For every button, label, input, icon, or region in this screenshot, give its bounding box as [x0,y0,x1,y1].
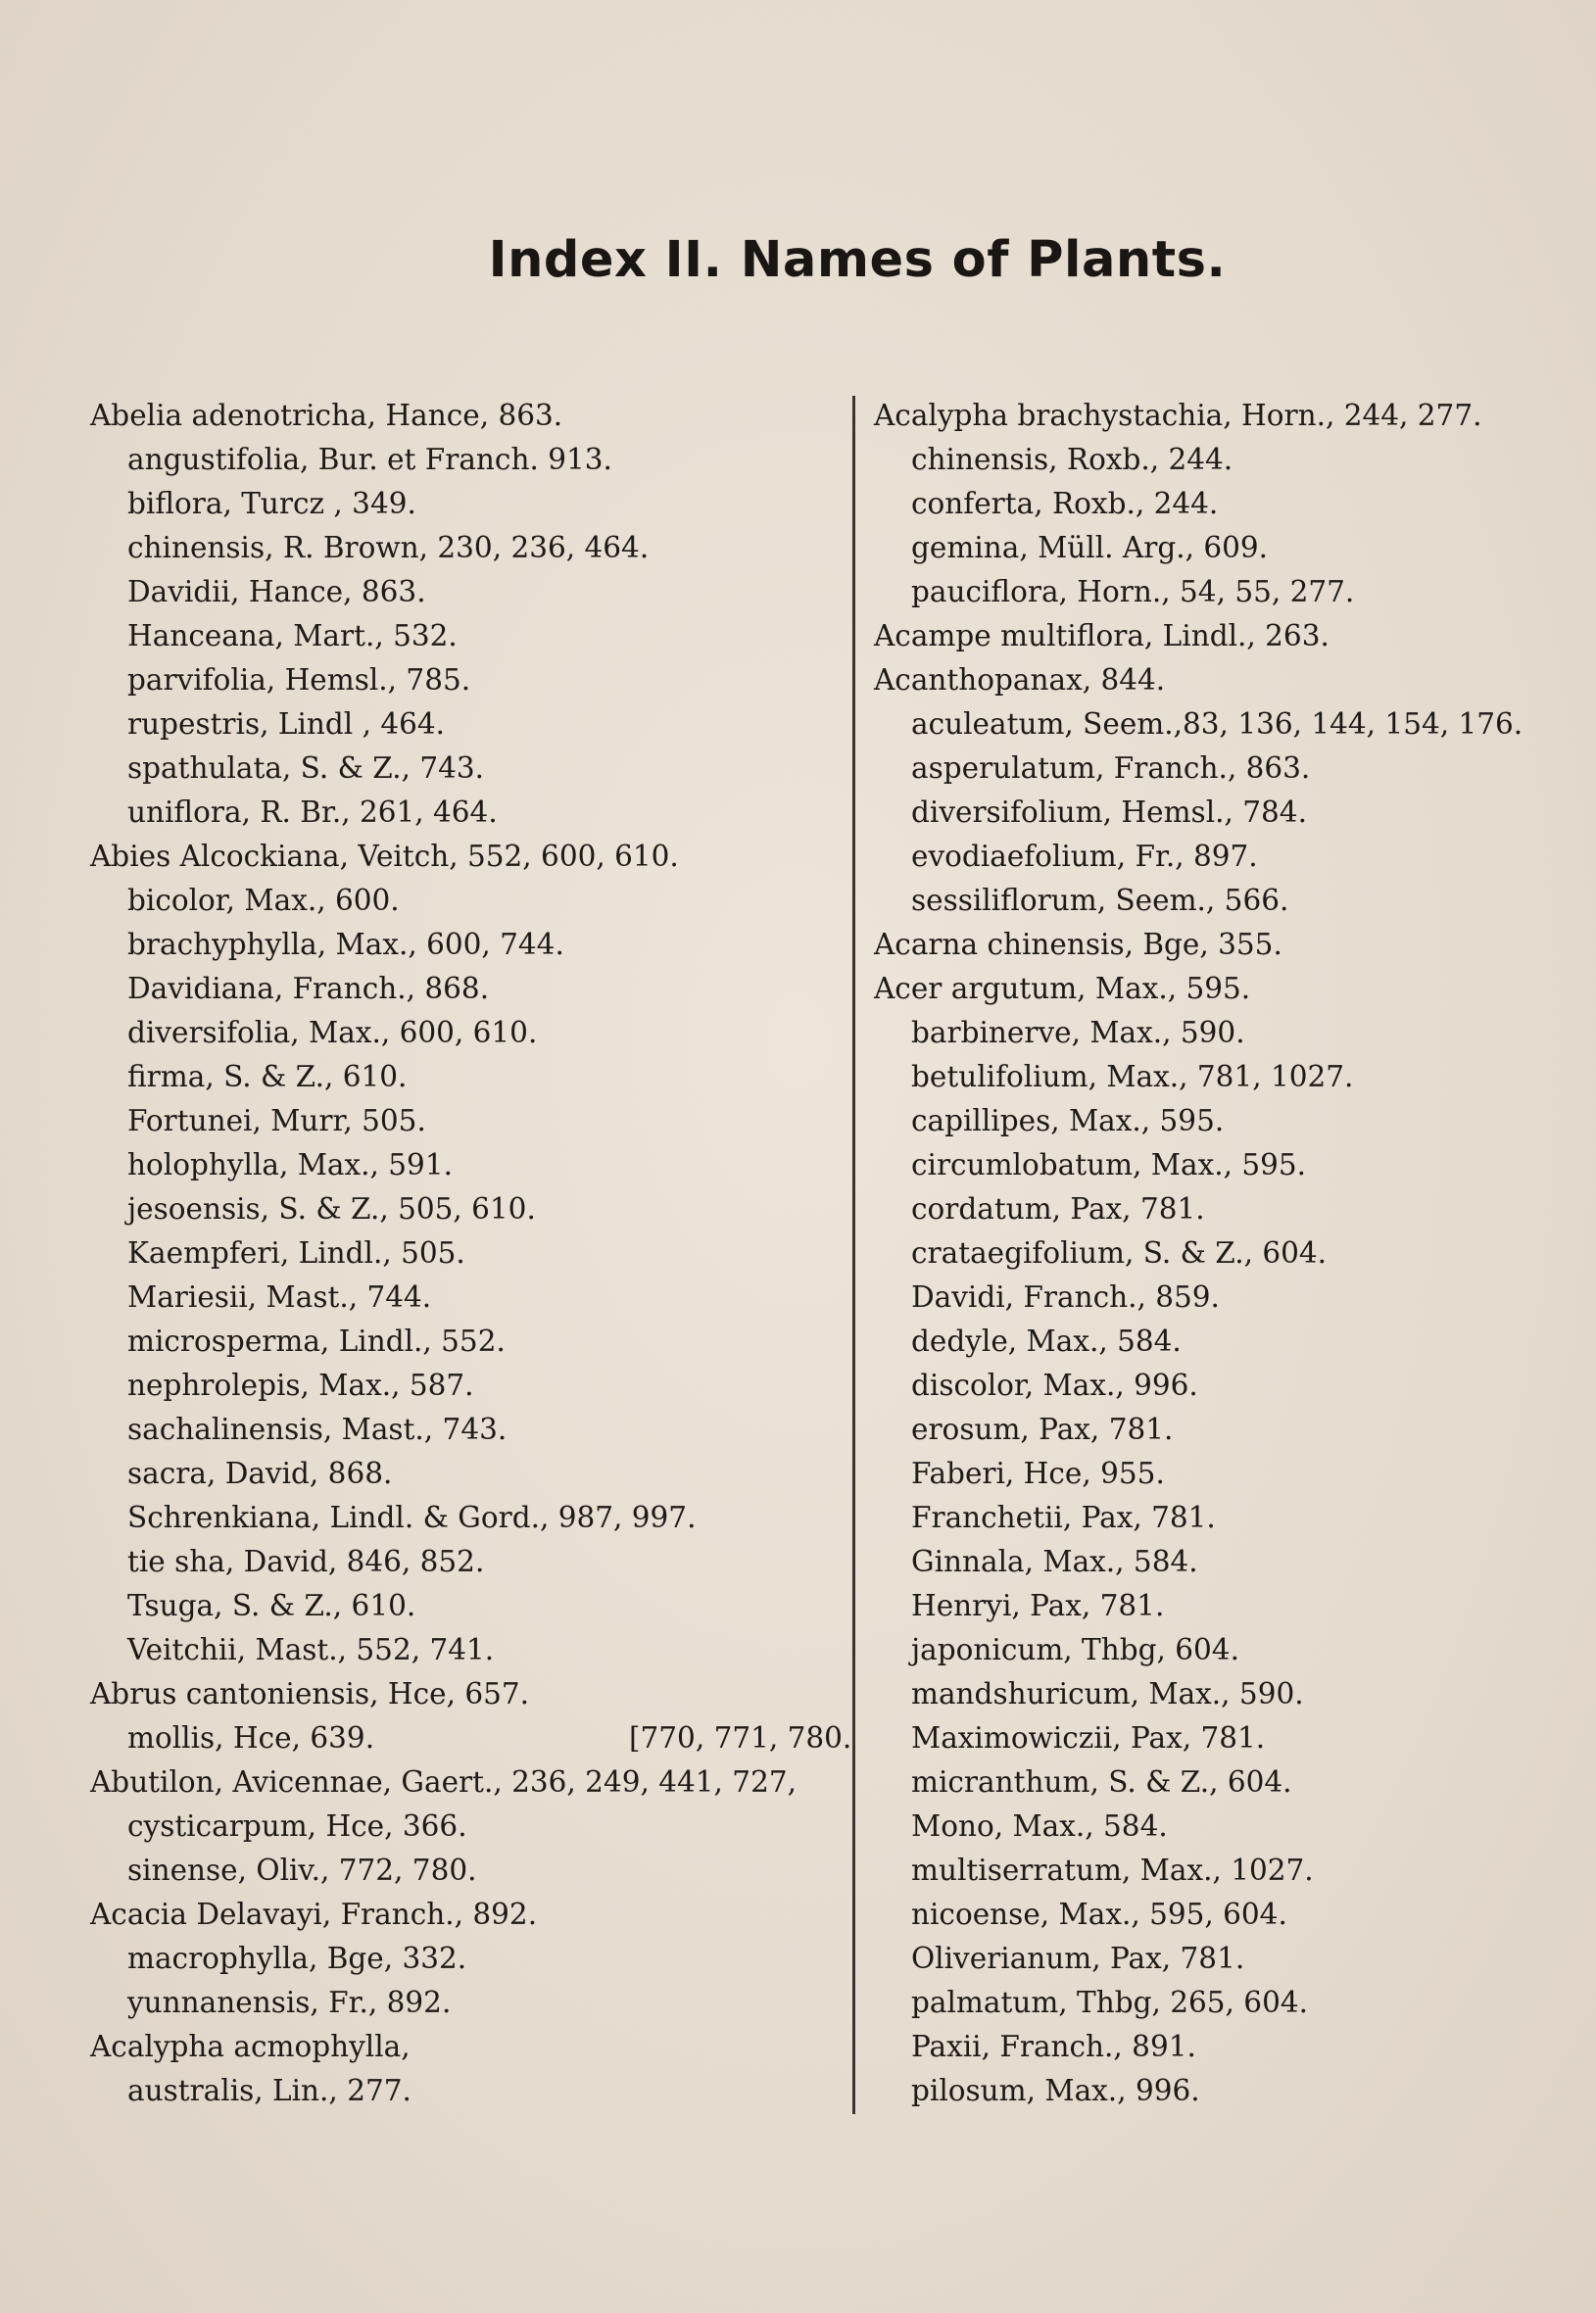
index-subentry [874,1099,1560,1143]
entry-text: Davidiana, Franch., 868. [127,972,490,1005]
entry-text: erosum, Pax, 781. [911,1413,1174,1446]
index-subentry [90,1011,854,1055]
entry-text: betulifolium, Max., 781, 1027. [911,1060,1354,1093]
entry-text: dedyle, Max., 584. [911,1325,1182,1358]
entry-text: chinensis, Roxb., 244. [911,443,1233,476]
index-entry [874,394,1560,438]
index-subentry [874,1143,1560,1187]
entry-text: Davidi, Franch., 859. [911,1280,1220,1314]
entry-text: Acarna chinensis, Bge, 355. [874,928,1282,961]
index-column-left [90,394,854,2113]
page-title: Index II. Names of Plants. [488,231,1227,289]
index-subentry [874,1628,1560,1672]
entry-text: Acacia Delavayi, Franch., 892. [90,1898,538,1931]
index-subentry [874,1540,1560,1584]
entry-text: Acampe multiflora, Lindl., 263. [874,619,1330,652]
entry-text: Hanceana, Mart., 532. [127,619,458,652]
index-subentry [90,967,854,1011]
entry-text: mollis, Hce, 639. [127,1721,375,1755]
index-subentry [874,835,1560,879]
entry-text: Mariesii, Mast., 744. [127,1280,432,1314]
index-subentry [874,1364,1560,1408]
index-subentry [874,482,1560,526]
index-subentry [874,1672,1560,1716]
entry-text: Fortunei, Murr, 505. [127,1104,426,1137]
entry-text: firma, S. & Z., 610. [127,1060,408,1093]
index-subentry [90,2069,854,2113]
index-subentry [874,1452,1560,1496]
entry-text: gemina, Müll. Arg., 609. [911,531,1269,564]
index-subentry [874,1408,1560,1452]
index-subentry [874,438,1560,482]
index-subentry [874,1584,1560,1628]
entry-text: Paxii, Franch., 891. [911,2030,1196,2063]
index-subentry [90,1320,854,1364]
entry-text: Acalypha brachystachia, Horn., 244, 277. [874,399,1482,432]
entry-text: diversifolia, Max., 600, 610. [127,1016,538,1049]
index-subentry [874,1055,1560,1099]
entry-text: Abies Alcockiana, Veitch, 552, 600, 610. [90,840,679,873]
index-subentry [874,1893,1560,1937]
index-subentry [90,1937,854,1981]
entry-text: Abelia adenotricha, Hance, 863. [90,399,563,432]
index-subentry [90,1849,854,1893]
index-subentry [874,1805,1560,1849]
index-subentry [874,1937,1560,1981]
entry-text: circumlobatum, Max., 595. [911,1148,1307,1181]
index-subentry [90,1981,854,2025]
index-subentry [874,1187,1560,1231]
entry-text: Acalypha acmophylla, [90,2030,411,2063]
index-subentry [90,482,854,526]
entry-text: Kaempferi, Lindl., 505. [127,1236,465,1270]
index-subentry [90,614,854,658]
index-subentry [90,1187,854,1231]
entry-text: holophylla, Max., 591. [127,1148,453,1181]
entry-text: discolor, Max., 996. [911,1369,1198,1402]
index-subentry [874,702,1560,747]
index-subentry [874,1276,1560,1320]
index-subentry [90,1364,854,1408]
index-subentry [90,1716,854,1760]
index-subentry [874,1981,1560,2025]
index-subentry [874,1849,1560,1893]
index-subentry [90,1496,854,1540]
index-subentry [90,1584,854,1628]
index-subentry [874,1320,1560,1364]
index-subentry [90,879,854,923]
entry-text: Maximowiczii, Pax, 781. [911,1721,1266,1755]
index-subentry [90,1452,854,1496]
entry-text: jesoensis, S. & Z., 505, 610. [127,1192,536,1226]
entry-text: mandshuricum, Max., 590. [911,1677,1304,1711]
entry-text: macrophylla, Bge, 332. [127,1942,467,1975]
entry-text: Mono, Max., 584. [911,1809,1168,1843]
entry-text: cysticarpum, Hce, 366. [127,1809,467,1843]
index-entry [874,967,1560,1011]
entry-text: Schrenkiana, Lindl. & Gord., 987, 997. [127,1501,697,1534]
index-subentry [874,1011,1560,1055]
entry-text: diversifolium, Hemsl., 784. [911,795,1307,829]
entry-text: uniflora, R. Br., 261, 464. [127,795,498,829]
entry-text: pilosum, Max., 996. [911,2074,1200,2107]
index-subentry [90,1231,854,1276]
index-subentry [874,2069,1560,2113]
entry-text: Henryi, Pax, 781. [911,1589,1165,1622]
entry-text: yunnanensis, Fr., 892. [127,1986,452,2019]
index-entry [90,1672,854,1716]
entry-text: australis, Lin., 277. [127,2074,411,2107]
entry-text: evodiaefolium, Fr., 897. [911,840,1258,873]
entry-text: Tsuga, S. & Z., 610. [127,1589,416,1622]
entry-text: biflora, Turcz , 349. [127,487,416,520]
entry-text: nicoense, Max., 595, 604. [911,1898,1287,1931]
index-subentry [90,1805,854,1849]
index-entry [874,923,1560,967]
entry-text: palmatum, Thbg, 265, 604. [911,1986,1308,2019]
entry-text: Faberi, Hce, 955. [911,1457,1165,1490]
entry-text: multiserratum, Max., 1027. [911,1854,1314,1887]
index-subentry [874,747,1560,791]
index-subentry [90,1408,854,1452]
entry-text: crataegifolium, S. & Z., 604. [911,1236,1328,1270]
entry-text: Franchetii, Pax, 781. [911,1501,1216,1534]
index-entry [90,394,854,438]
entry-text: barbinerve, Max., 590. [911,1016,1245,1049]
entry-text: nephrolepis, Max., 587. [127,1369,474,1402]
entry-text: Abutilon, Avicennae, Gaert., 236, 249, 441, 727, [90,1765,797,1799]
index-entry [90,835,854,879]
entry-text: Acanthopanax, 844. [874,663,1166,697]
entry-text: japonicum, Thbg, 604. [911,1633,1239,1666]
entry-text: asperulatum, Franch., 863. [911,751,1311,785]
entry-text: aculeatum, Seem.,83, 136, 144, 154, 176. [911,707,1523,741]
index-subentry [874,1496,1560,1540]
index-entry [90,1760,854,1805]
entry-text: sacra, David, 868. [127,1457,393,1490]
index-subentry [90,1143,854,1187]
index-subentry [90,1628,854,1672]
index-subentry [90,923,854,967]
entry-text: capillipes, Max., 595. [911,1104,1225,1137]
index-subentry [90,526,854,570]
entry-text: bicolor, Max., 600. [127,884,400,917]
entry-text: pauciflora, Horn., 54, 55, 277. [911,575,1355,608]
index-subentry [90,570,854,614]
entry-text: cordatum, Pax, 781. [911,1192,1205,1226]
index-entry [874,614,1560,658]
entry-text: Davidii, Hance, 863. [127,575,426,608]
entry-text: spathulata, S. & Z., 743. [127,751,485,785]
index-subentry [874,1760,1560,1805]
index-entry [90,2025,854,2069]
entry-text: brachyphylla, Max., 600, 744. [127,928,564,961]
index-subentry [90,1540,854,1584]
entry-text: micranthum, S. & Z., 604. [911,1765,1292,1799]
index-subentry [90,1055,854,1099]
entry-text: sachalinensis, Mast., 743. [127,1413,508,1446]
index-subentry [90,438,854,482]
index-subentry [874,1716,1560,1760]
index-entry [874,658,1560,702]
entry-text: Ginnala, Max., 584. [911,1545,1198,1578]
index-entry [90,1893,854,1937]
index-subentry [874,791,1560,835]
entry-text: angustifolia, Bur. et Franch. 913. [127,443,612,476]
entry-text: parvifolia, Hemsl., 785. [127,663,471,697]
entry-text: conferta, Roxb., 244. [911,487,1219,520]
entry-text: sinense, Oliv., 772, 780. [127,1854,477,1887]
entry-text: chinensis, R. Brown, 230, 236, 464. [127,531,650,564]
entry-text: Abrus cantoniensis, Hce, 657. [90,1677,530,1711]
index-subentry [90,658,854,702]
entry-text: rupestris, Lindl , 464. [127,707,446,741]
index-subentry [874,879,1560,923]
index-subentry [90,1099,854,1143]
column-divider [852,396,855,2114]
index-column-right [874,394,1560,2113]
index-subentry [90,1276,854,1320]
entry-text: Oliverianum, Pax, 781. [911,1942,1245,1975]
index-subentry [874,570,1560,614]
index-subentry [874,2025,1560,2069]
entry-text: Acer argutum, Max., 595. [874,972,1251,1005]
index-subentry [90,747,854,791]
index-subentry [874,1231,1560,1276]
index-subentry [90,791,854,835]
entry-text: Veitchii, Mast., 552, 741. [127,1633,495,1666]
index-subentry [874,526,1560,570]
entry-text: microsperma, Lindl., 552. [127,1325,506,1358]
entry-continuation: [770, 771, 780. [629,1721,852,1755]
entry-text: tie sha, David, 846, 852. [127,1545,485,1578]
entry-text: sessiliflorum, Seem., 566. [911,884,1289,917]
index-subentry [90,702,854,747]
